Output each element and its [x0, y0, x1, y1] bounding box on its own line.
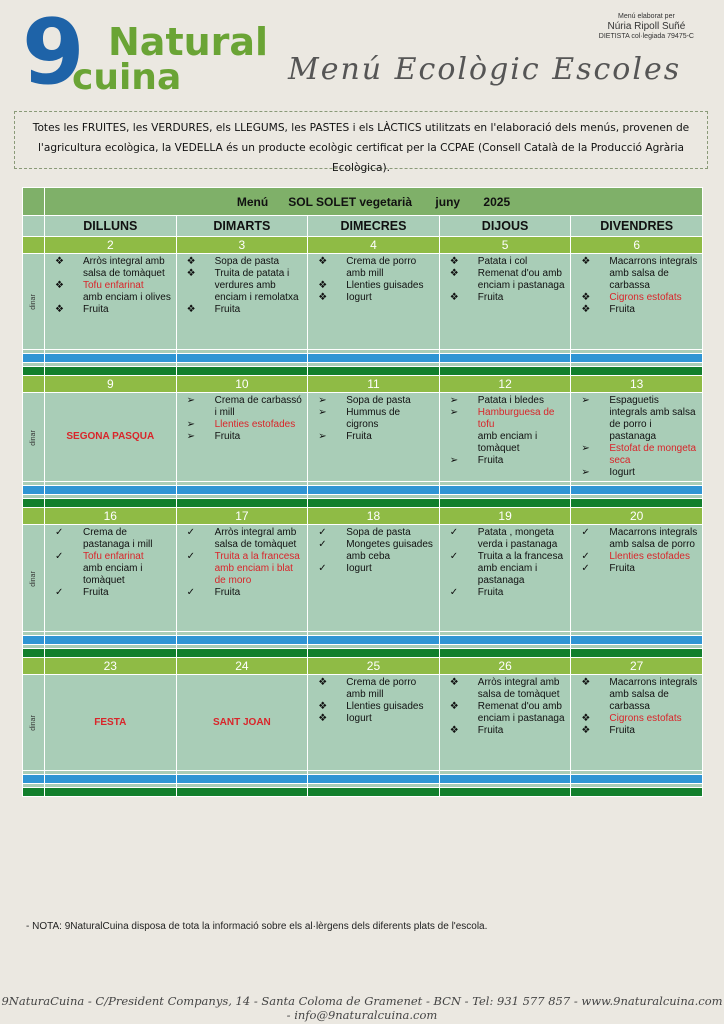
- dish-text: Iogurt: [346, 713, 372, 724]
- dish-text: Fruita: [214, 304, 241, 315]
- dish-text: Sopa de pasta: [346, 395, 411, 406]
- dish-item: [448, 268, 567, 292]
- bullet-icon: ❖: [449, 701, 459, 712]
- dish-text: Hamburguesa de tofu: [477, 407, 555, 430]
- day-number: 17: [176, 508, 308, 525]
- dish-text: Fruita: [214, 587, 241, 598]
- dish-text: Crema de porro amb mill: [346, 677, 417, 700]
- dish-item: [448, 677, 567, 701]
- meal-label: dinar: [29, 429, 37, 446]
- bullet-icon: ✓: [318, 539, 327, 550]
- dish-item: [448, 407, 567, 431]
- menu-header: [45, 188, 703, 216]
- bullet-icon: ❖: [55, 304, 64, 315]
- week-separator: [23, 775, 703, 784]
- menu-year: 2025: [483, 194, 511, 209]
- dish-item: [448, 725, 567, 737]
- dish-text: Arròs integral amb salsa de tomàquet: [83, 256, 165, 279]
- week-separator: [23, 788, 703, 797]
- bullet-icon: ➢: [449, 407, 459, 418]
- dish-item: [316, 292, 435, 304]
- date-row: [23, 376, 703, 393]
- meal-cell: [308, 254, 440, 350]
- dish-item: [53, 551, 172, 563]
- week-separator: [23, 636, 703, 645]
- bullet-icon: ❖: [449, 677, 459, 688]
- logo-word-cuina: cuina: [72, 57, 182, 98]
- dish-item: [53, 527, 172, 551]
- dish-text: Arròs integral amb salsa de tomàquet: [477, 677, 560, 700]
- meal-cell: [176, 525, 308, 632]
- dish-item: [185, 419, 304, 431]
- page-title: Menú Ecològic Escoles: [288, 52, 682, 87]
- dish-item: [53, 280, 172, 292]
- dish-text: Fruita: [609, 304, 635, 315]
- dish-list: [45, 254, 176, 318]
- page-header: [0, 0, 724, 110]
- dish-text: Crema de porro amb mill: [346, 256, 417, 279]
- bullet-icon: ➢: [318, 395, 327, 406]
- bullet-icon: ❖: [318, 280, 328, 291]
- page-footer: 9NaturaCuina - C/President Companys, 14 - Santa Coloma de Gramenet - BCN - Tel: 931 577 857 - www.9naturalcuina.com - info@9naturalcuina.com: [1, 994, 723, 1022]
- dish-item: [448, 431, 567, 455]
- date-row: [23, 658, 703, 675]
- meal-cell: [308, 393, 440, 482]
- week-separator: [23, 486, 703, 495]
- bullet-icon: ✓: [55, 527, 64, 538]
- dish-list: [177, 525, 308, 601]
- dish-item: [579, 563, 698, 575]
- dish-list: [308, 254, 439, 306]
- bullet-icon: ❖: [55, 256, 64, 267]
- dish-item: [316, 256, 435, 280]
- intro-notice: Totes les FRUITES, les VERDURES, els LLEGUMS, les PASTES i els LÀCTICS utilitzats en l'elaboració dels menús, provenen de l'agricultura ecològica, la VEDELLA és un producte ecològic certificat per la CCPAE (Consell Català de la Producció Agrària Ecològica).: [14, 111, 708, 169]
- meal-cell: [308, 525, 440, 632]
- meal-cell: [176, 254, 308, 350]
- bullet-icon: ❖: [581, 677, 591, 688]
- day-number: 16: [45, 508, 177, 525]
- meal-cell: [45, 525, 177, 632]
- dish-text: Truita de patata i verdures amb enciam i remolatxa: [214, 268, 299, 303]
- dish-text: Fruita: [477, 587, 504, 598]
- day-number: 3: [176, 237, 308, 254]
- dish-text: amb enciam i tomàquet: [477, 431, 538, 454]
- meal-cell: [45, 254, 177, 350]
- dish-item: [448, 527, 567, 551]
- dish-item: [53, 563, 172, 587]
- dish-text: Fruita: [477, 455, 504, 466]
- author-role: DIETISTA col·legiada 79475-C: [598, 33, 694, 40]
- dish-text: Fruita: [83, 587, 109, 598]
- dish-item: [579, 443, 698, 467]
- dish-item: [448, 292, 567, 304]
- dish-list: [440, 254, 571, 306]
- bullet-icon: ✓: [55, 551, 64, 562]
- bullet-icon: ❖: [581, 725, 591, 736]
- day-number: 20: [571, 508, 703, 525]
- dish-item: [185, 587, 304, 599]
- menu-header-row: [23, 188, 703, 216]
- dish-item: [448, 587, 567, 599]
- bullet-icon: ❖: [449, 268, 459, 279]
- day-number: 23: [45, 658, 177, 675]
- date-row: [23, 237, 703, 254]
- dish-text: Llenties estofades: [609, 551, 690, 562]
- bullet-icon: ❖: [318, 256, 328, 267]
- menu-table: [22, 187, 703, 797]
- dish-text: Crema de pastanaga i mill: [83, 527, 153, 550]
- meal-label: dinar: [29, 715, 37, 731]
- dish-item: [579, 256, 698, 292]
- day-number: 5: [439, 237, 571, 254]
- bullet-icon: ✓: [581, 527, 590, 538]
- bullet-icon: ❖: [581, 256, 591, 267]
- dish-item: [448, 455, 567, 467]
- dish-item: [53, 304, 172, 316]
- dish-text: Crema de carbassó i mill: [214, 395, 302, 418]
- dish-item: [448, 256, 567, 268]
- bullet-icon: ❖: [581, 713, 591, 724]
- dish-list: [571, 525, 702, 577]
- dish-list: [571, 393, 702, 481]
- bullet-icon: ✓: [449, 527, 459, 538]
- day-number: 13: [571, 376, 703, 393]
- bullet-icon: ✓: [449, 587, 459, 598]
- meal-cell: [571, 393, 703, 482]
- dish-text: Macarrons integrals amb salsa de carbassa: [609, 256, 698, 291]
- meal-row: [23, 254, 703, 350]
- dish-item: [185, 395, 304, 419]
- dish-list: [440, 525, 571, 601]
- dish-item: [316, 539, 435, 563]
- bullet-icon: ❖: [186, 304, 196, 315]
- bullet-icon: ➢: [581, 443, 590, 454]
- bullet-icon: ❖: [55, 280, 64, 291]
- dish-text: Remenat d'ou amb enciam i pastanaga: [477, 268, 565, 291]
- dish-item: [579, 467, 698, 479]
- bullet-icon: ➢: [186, 419, 195, 430]
- day-number: 24: [176, 658, 308, 675]
- bullet-icon: ✓: [449, 551, 459, 562]
- bullet-icon: [53, 563, 83, 587]
- day-number: 10: [176, 376, 308, 393]
- dish-item: [185, 268, 304, 304]
- week-separator: [23, 367, 703, 376]
- dish-list: [177, 254, 308, 318]
- weekday-header: DIMECRES: [308, 216, 440, 237]
- bullet-icon: ✓: [186, 527, 195, 538]
- meal-cell: [45, 675, 177, 771]
- day-number: 2: [45, 237, 177, 254]
- holiday-label: SEGONA PASQUA: [66, 431, 155, 442]
- bullet-icon: ➢: [581, 467, 590, 478]
- dish-text: Cigrons estofats: [609, 292, 682, 303]
- weekday-header: DIVENDRES: [571, 216, 703, 237]
- dish-item: [579, 527, 698, 551]
- dish-list: [440, 393, 571, 469]
- bullet-icon: ✓: [186, 587, 195, 598]
- weekday-header: DIJOUS: [439, 216, 571, 237]
- dish-text: Espaguetis integrals amb salsa de porro i pastanaga: [609, 395, 696, 442]
- bullet-icon: ❖: [318, 677, 328, 688]
- dish-item: [185, 256, 304, 268]
- bullet-icon: ❖: [318, 292, 328, 303]
- bullet-icon: ➢: [581, 395, 590, 406]
- bullet-icon: ➢: [186, 431, 195, 442]
- weekday-header: DILLUNS: [45, 216, 177, 237]
- dish-item: [316, 527, 435, 539]
- meal-cell: [176, 675, 308, 771]
- bullet-icon: ✓: [318, 527, 327, 538]
- dish-text: Arròs integral amb salsa de tomàquet: [214, 527, 297, 550]
- holiday-label: FESTA: [94, 716, 127, 728]
- logo-digit: 9: [22, 0, 81, 105]
- bullet-icon: ❖: [318, 701, 328, 712]
- dish-item: [579, 677, 698, 713]
- dish-text: Llenties guisades: [346, 280, 424, 291]
- meal-cell: [308, 675, 440, 771]
- meal-cell: [571, 525, 703, 632]
- bullet-icon: ➢: [318, 431, 327, 442]
- dish-item: [185, 304, 304, 316]
- bullet-icon: ➢: [186, 395, 195, 406]
- week-separator: [23, 354, 703, 363]
- dish-item: [316, 431, 435, 443]
- weekday-row: [23, 216, 703, 237]
- dish-text: Fruita: [609, 725, 635, 736]
- dish-item: [579, 292, 698, 304]
- dish-list: [308, 525, 439, 577]
- dish-text: Fruita: [214, 431, 241, 442]
- bullet-icon: [53, 292, 83, 304]
- dish-text: Estofat de mongeta seca: [609, 443, 697, 466]
- day-number: 27: [571, 658, 703, 675]
- day-number: 25: [308, 658, 440, 675]
- bullet-icon: ➢: [449, 395, 459, 406]
- dish-text: Truita a la francesa amb enciam i pastanaga: [477, 551, 564, 586]
- dish-item: [579, 713, 698, 725]
- dish-item: [185, 431, 304, 443]
- meal-cell: [439, 525, 571, 632]
- dish-item: [185, 551, 304, 587]
- dish-text: Llenties estofades: [214, 419, 296, 430]
- day-number: 9: [45, 376, 177, 393]
- meal-cell: [439, 254, 571, 350]
- bullet-icon: ❖: [186, 256, 196, 267]
- bullet-icon: ✓: [318, 563, 327, 574]
- day-number: 4: [308, 237, 440, 254]
- dish-item: [316, 563, 435, 575]
- dish-text: Sopa de pasta: [346, 527, 411, 538]
- dish-text: Mongetes guisades amb ceba: [346, 539, 433, 562]
- day-number: 12: [439, 376, 571, 393]
- dish-item: [316, 713, 435, 725]
- dish-text: Fruita: [83, 304, 109, 315]
- dish-item: [316, 701, 435, 713]
- meal-cell: [45, 393, 177, 482]
- meal-cell: [439, 675, 571, 771]
- menu-name: SOL SOLET vegetarià: [288, 194, 413, 209]
- dish-text: Tofu enfarinat: [83, 551, 144, 562]
- meal-cell: [439, 393, 571, 482]
- meal-row: [23, 675, 703, 771]
- dish-item: [53, 256, 172, 280]
- bullet-icon: [448, 431, 478, 455]
- dish-text: Macarrons integrals amb salsa de carbassa: [609, 677, 698, 712]
- dish-text: Sopa de pasta: [214, 256, 280, 267]
- dish-item: [448, 551, 567, 587]
- dish-text: Iogurt: [346, 563, 372, 574]
- dish-list: [308, 675, 439, 727]
- dish-text: Fruita: [346, 431, 372, 442]
- day-number: 6: [571, 237, 703, 254]
- dish-text: Truita a la francesa amb enciam i blat de moro: [214, 551, 300, 586]
- dish-text: Llenties guisades: [346, 701, 424, 712]
- date-row: [23, 508, 703, 525]
- dish-text: Remenat d'ou amb enciam i pastanaga: [477, 701, 565, 724]
- day-number: 11: [308, 376, 440, 393]
- day-number: 26: [439, 658, 571, 675]
- meal-cell: [571, 675, 703, 771]
- dish-list: [45, 525, 176, 601]
- dish-list: [571, 675, 702, 739]
- dish-text: Hummus de cigrons: [346, 407, 401, 430]
- dish-item: [316, 407, 435, 431]
- bullet-icon: ❖: [449, 725, 459, 736]
- dish-text: Iogurt: [346, 292, 372, 303]
- meal-row: [23, 393, 703, 482]
- bullet-icon: ❖: [186, 268, 196, 279]
- bullet-icon: ➢: [449, 455, 459, 466]
- meal-cell: [176, 393, 308, 482]
- dish-item: [579, 551, 698, 563]
- weekday-header: DIMARTS: [176, 216, 308, 237]
- dish-text: Fruita: [477, 292, 504, 303]
- dish-list: [440, 675, 571, 739]
- dish-text: amb enciam i olives: [83, 292, 171, 303]
- dish-item: [448, 395, 567, 407]
- menu-label: Menú: [236, 194, 269, 209]
- bullet-icon: ❖: [581, 304, 591, 315]
- dish-text: Patata i col: [477, 256, 528, 267]
- meal-label: dinar: [29, 570, 37, 587]
- bullet-icon: ❖: [318, 713, 328, 724]
- author-name: Núria Ripoll Suñé: [607, 21, 686, 32]
- meal-row: [23, 525, 703, 632]
- dish-item: [53, 292, 172, 304]
- dish-text: amb enciam i tomàquet: [83, 563, 143, 586]
- bullet-icon: ➢: [318, 407, 327, 418]
- bullet-icon: ❖: [449, 256, 459, 267]
- dish-item: [185, 527, 304, 551]
- bullet-icon: ✓: [581, 563, 590, 574]
- dish-text: Patata i bledes: [477, 395, 544, 406]
- day-number: 18: [308, 508, 440, 525]
- dish-item: [316, 395, 435, 407]
- bullet-icon: ❖: [581, 292, 591, 303]
- dish-item: [579, 725, 698, 737]
- dish-item: [579, 395, 698, 443]
- bullet-icon: ❖: [449, 292, 459, 303]
- dish-item: [53, 587, 172, 599]
- week-separator: [23, 499, 703, 508]
- meal-cell: [571, 254, 703, 350]
- dish-text: Tofu enfarinat: [83, 280, 144, 291]
- author-caption: Menú elaborat per: [617, 13, 675, 20]
- bullet-icon: ✓: [55, 587, 64, 598]
- bullet-icon: ✓: [581, 551, 590, 562]
- bullet-icon: ✓: [186, 551, 195, 562]
- author-block: [599, 12, 694, 42]
- holiday-label: SANT JOAN: [212, 716, 271, 728]
- dish-list: [571, 254, 702, 318]
- dish-item: [579, 304, 698, 316]
- allergen-note: - NOTA: 9NaturalCuina disposa de tota la informació sobre els al·lèrgens dels diferents plats de l'escola.: [26, 921, 488, 932]
- dish-item: [316, 677, 435, 701]
- dish-text: Fruita: [609, 563, 635, 574]
- dish-text: Patata , mongeta verda i pastanaga: [477, 527, 558, 550]
- dish-list: [308, 393, 439, 445]
- dish-text: Macarrons integrals amb salsa de porro: [609, 527, 698, 550]
- dish-text: Cigrons estofats: [609, 713, 682, 724]
- menu-month: juny: [435, 194, 461, 209]
- dish-item: [448, 701, 567, 725]
- week-separator: [23, 649, 703, 658]
- logo-word-natural: Natural: [108, 20, 269, 64]
- dish-item: [316, 280, 435, 292]
- dish-text: Iogurt: [609, 467, 635, 478]
- dish-text: Fruita: [477, 725, 504, 736]
- dish-list: [177, 393, 308, 445]
- meal-label: dinar: [29, 294, 37, 310]
- day-number: 19: [439, 508, 571, 525]
